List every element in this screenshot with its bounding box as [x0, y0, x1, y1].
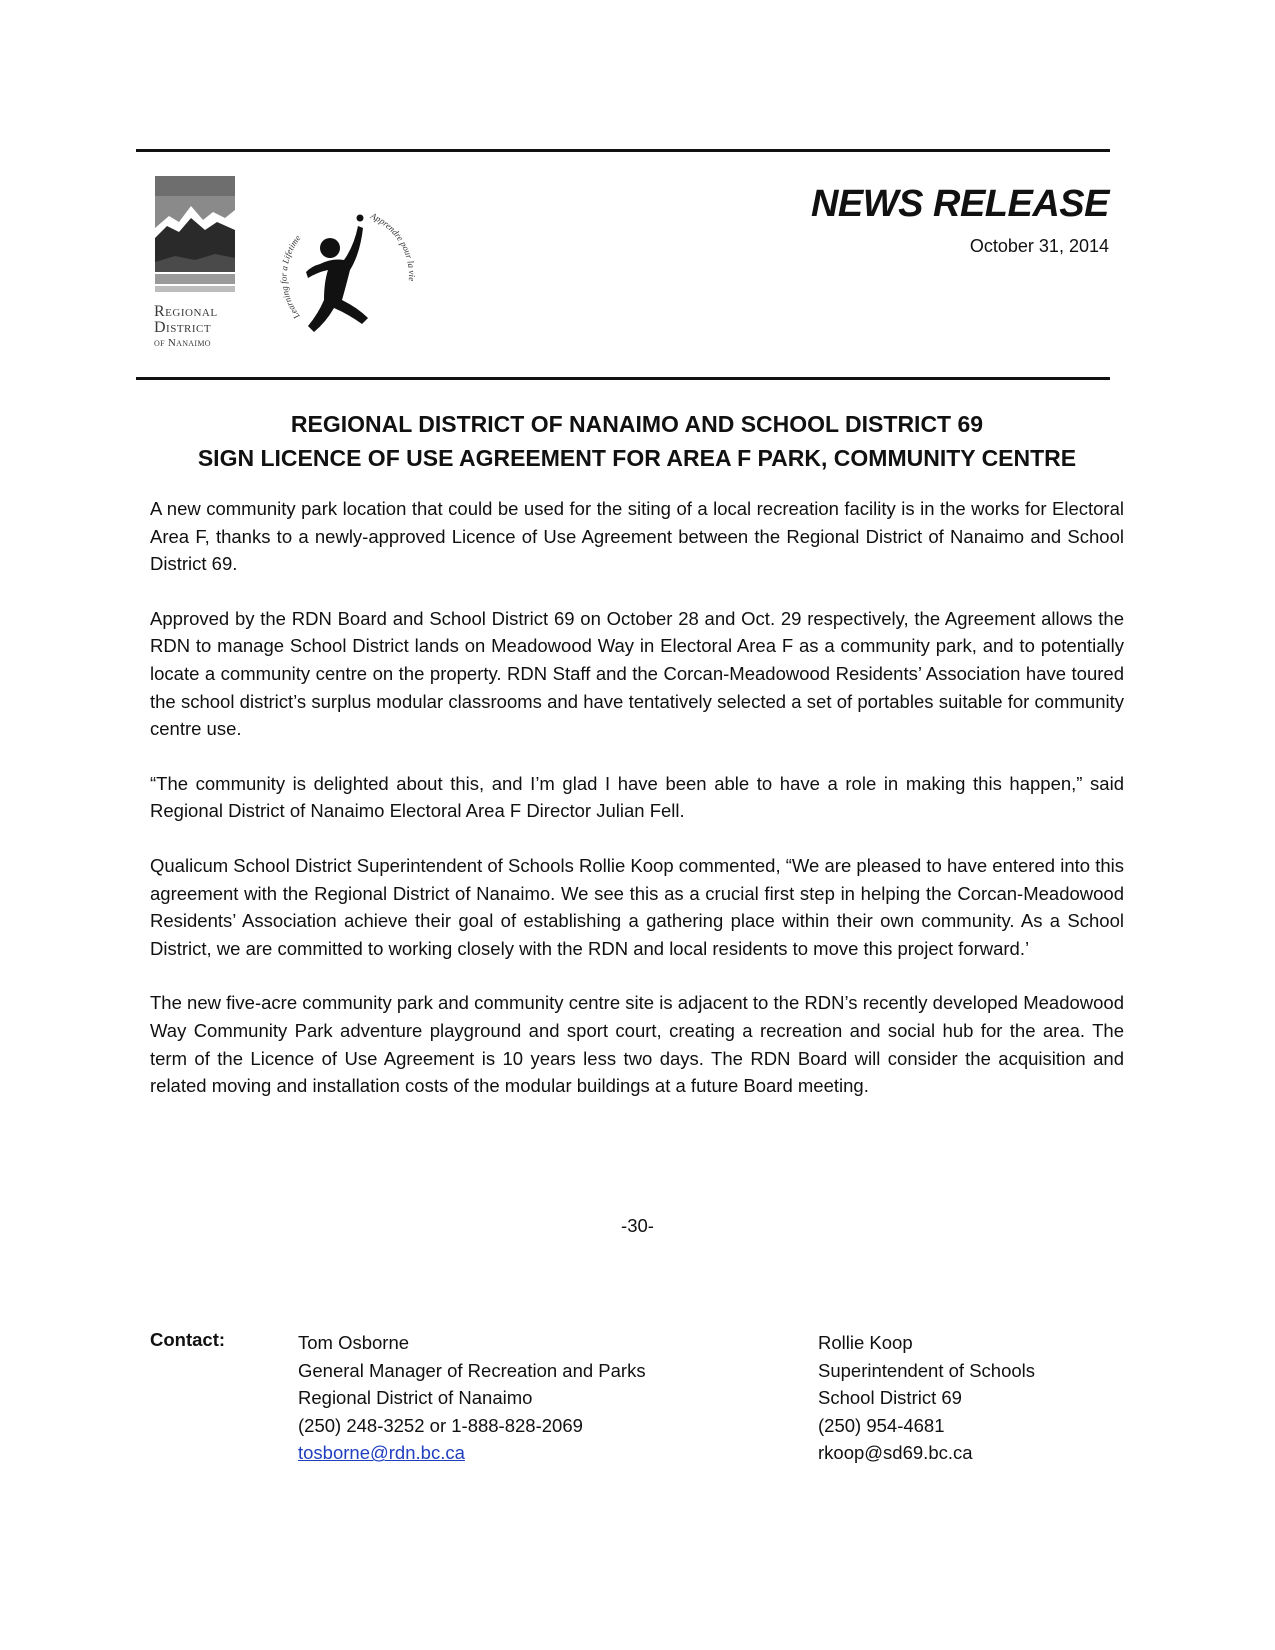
header-top-rule: [136, 149, 1110, 152]
body-paragraph: Qualicum School District Superintendent of Schools Rollie Koop commented, “We are pleased to have entered into this agreement with the Regional District of Nanaimo. We see this as a crucial first step in helping the Corcan-Meadowood Residents’ Association achieve their goal of establishing a gathering place within their own community. As a School District, we are committed to working closely with the RDN and local residents to move this project forward.’: [150, 854, 1124, 959]
contact-person-1: [298, 1329, 646, 1467]
body-paragraph: A new community park location that could be used for the siting of a local recreation facility is in the works for Electoral Area F, thanks to a newly-approved Licence of Use Agreement between the Regional District of Nanaimo and School District 69.: [150, 498, 1124, 575]
rdn-logo-wordmark: [154, 304, 218, 349]
article-body: [150, 495, 1124, 1127]
rdn-logo-line3: of Nanaimo: [154, 337, 211, 349]
headline-line-2: SIGN LICENCE OF USE AGREEMENT FOR AREA F PARK, COMMUNITY CENTRE: [197, 445, 1077, 471]
contact-email-link[interactable]: tosborne@rdn.bc.ca: [298, 1442, 465, 1464]
contact-title: Superintendent of Schools: [818, 1359, 1036, 1381]
body-paragraph: Approved by the RDN Board and School District 69 on October 28 and Oct. 29 respectively, the Agreement allows the RDN to manage School District lands on Meadowood Way in Electoral Area F as a community park, and to potentially locate a community centre on the property. RDN Staff and the Corcan-Meadowood Residents’ Association have toured the school district’s surplus modular classrooms and have tentatively selected a set of portables suitable for community centre use.: [150, 607, 1124, 740]
school-district-69-logo: [272, 196, 432, 356]
regional-district-of-nanaimo-logo: [150, 176, 250, 356]
header-bottom-rule: [136, 377, 1110, 380]
contact-organization: School District 69: [818, 1387, 962, 1409]
contact-phone: (250) 954-4681: [818, 1414, 945, 1436]
contact-organization: Regional District of Nanaimo: [298, 1387, 533, 1409]
contact-name: Tom Osborne: [298, 1332, 410, 1353]
body-paragraph: “The community is delighted about this, and I’m glad I have been able to have a role in making this happen,” said Regional District of Nanaimo Electoral Area F Director Julian Fell.: [150, 772, 1124, 822]
body-paragraph: The new five-acre community park and community centre site is adjacent to the RDN’s recently developed Meadowood Way Community Park adventure playground and sport court, creating a recreation and social hub for the area. The term of the Licence of Use Agreement is 10 years less two days. The RDN Board will consider the acquisition and related moving and installation costs of the modular buildings at a future Board meeting.: [150, 992, 1124, 1097]
news-release-title: NEWS RELEASE: [810, 183, 1109, 225]
learning-figure-icon: [272, 196, 432, 356]
rdn-logo-line1: Regional: [154, 303, 218, 320]
end-of-release-mark: -30-: [621, 1215, 654, 1236]
mountain-logo-icon: [155, 176, 235, 300]
contact-person-2: [818, 1329, 1035, 1467]
svg-text:Learning for a Lifetime: Learning for a Lifetime: [278, 232, 303, 321]
contact-phone: (250) 248-3252 or 1-888-828-2069: [298, 1414, 583, 1436]
headline-line-1: REGIONAL DISTRICT OF NANAIMO AND SCHOOL DISTRICT 69: [290, 411, 984, 437]
contact-label: Contact:: [150, 1329, 226, 1350]
contact-title: General Manager of Recreation and Parks: [298, 1359, 646, 1381]
release-date: October 31, 2014: [969, 236, 1109, 256]
svg-text:Apprendre pour la vie: Apprendre pour la vie: [369, 210, 418, 282]
contact-name: Rollie Koop: [818, 1332, 913, 1353]
contact-email: rkoop@sd69.bc.ca: [818, 1442, 973, 1464]
rdn-logo-line2: District: [154, 319, 212, 336]
